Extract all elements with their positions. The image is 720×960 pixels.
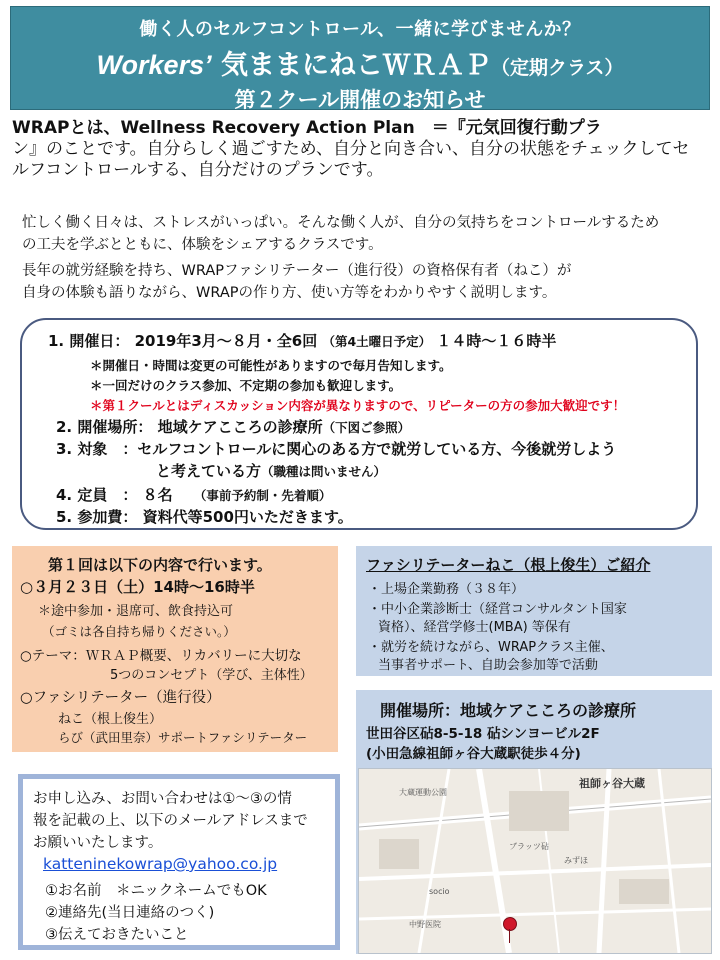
- info-note2: ＊一回だけのクラス参加、不定期の参加も歓迎します。: [90, 378, 402, 393]
- facilitator-line2: ・中小企業診断士（経営コンサルタント国家: [368, 602, 627, 617]
- para2-line2: 自身の体験も語りながら、WRAPの作り方、使い方等をわかりやすく説明します。: [22, 285, 557, 301]
- map-label-3: みずほ: [564, 856, 588, 865]
- map-label-1: 大蔵運動公園: [399, 788, 447, 797]
- contact-box: [18, 774, 340, 950]
- facilitator-line1: ・上場企業勤務（３８年）: [368, 582, 525, 597]
- first-session-note1: ＊途中参加・退席可、飲食持込可: [38, 604, 234, 619]
- header-subtitle: 第２クール開催のお知らせ: [234, 88, 486, 112]
- intro-line2: ン』のことです。自分らしく過ごすため、自分と向き合い、自分の状態をチェックしてセ: [12, 139, 690, 159]
- contact-line2: 報を記載の上、以下のメールアドレスまで: [33, 813, 308, 829]
- contact-item3: ③伝えておきたいこと: [45, 927, 189, 943]
- info-note1: ＊開催日・時間は変更の可能性がありますので毎月告知します。: [90, 358, 452, 373]
- info-item-capacity: [56, 484, 331, 505]
- description-para2: [22, 260, 712, 304]
- first-session-theme1: ○テーマ：ＷＲＡＰ概要、リカバリーに大切な: [20, 648, 302, 664]
- map-label-2: ブラッツ砧: [509, 842, 549, 851]
- contact-line3: お願いいたします。: [33, 835, 163, 851]
- info-note3: ＊第１クールとはディスカッション内容が異なりますので、リピーターの方の参加大歓迎です！: [90, 398, 626, 413]
- first-session-facilitator: ○ファシリテーター（進行役）: [20, 690, 221, 706]
- venue-panel: [356, 690, 712, 954]
- map-label-5: 中野医院: [409, 920, 441, 929]
- first-session-facilitator1: ねこ（根上俊生）: [58, 712, 163, 727]
- facilitator-line5: 当事者サポート、自助会参加等で活動: [378, 658, 598, 673]
- facilitator-line4: ・就労を続けながら、WRAPクラス主催、: [368, 640, 614, 655]
- info-item-target: 3. 対象 ：セルフコントロールに関心のある方で就労している方、今後就労しよう: [56, 440, 617, 458]
- info-target-note: （職種は問いません）: [261, 464, 387, 479]
- facilitator-title: ファシリテーターねこ（根上俊生）ご紹介: [366, 556, 651, 574]
- venue-access: (小田急線祖師ヶ谷大蔵駅徒歩４分): [366, 746, 581, 762]
- description-para1: [22, 212, 712, 256]
- para1-line2: の工夫を学ぶとともに、体験をシェアするクラスです。: [22, 237, 383, 253]
- facilitator-line3: 資格）、経営学修士(MBA) 等保有: [378, 620, 571, 635]
- contact-line1: お申し込み、お問い合わせは①～③の情: [33, 791, 292, 807]
- venue-title: 開催場所：地域ケアこころの診療所: [380, 701, 637, 720]
- intro-text: [12, 118, 712, 181]
- intro-line1: WRAPとは、Wellness Recovery Action Plan ＝『元気回復行動プラ: [12, 118, 602, 138]
- first-session-note2: （ゴミは各自持ち帰りください。）: [42, 624, 236, 639]
- info-item-target-cont: [156, 460, 386, 481]
- intro-line3: ルフコントロールする、自分だけのプランです。: [12, 160, 384, 180]
- first-session-date: ○３月２３日（土）14時～16時半: [20, 578, 255, 596]
- map-label-4: socio: [429, 887, 450, 896]
- first-session-title: 第１回は以下の内容で行います。: [48, 556, 272, 574]
- venue-map[interactable]: [358, 768, 712, 954]
- contact-item2: ②連絡先(当日連絡のつく): [45, 905, 215, 921]
- info-date-note: （第4土曜日予定）: [322, 334, 432, 349]
- event-info-box: [20, 318, 698, 530]
- venue-address: 世田谷区砧8-5-18 砧シンヨービル2F: [366, 726, 600, 742]
- contact-email-link[interactable]: katteninekowrap@yahoo.co.jp: [43, 855, 278, 873]
- info-venue-text: 2. 開催場所： 地域ケアこころの診療所: [56, 418, 323, 436]
- para2-line1: 長年の就労経験を持ち、WRAPファシリテーター（進行役）の資格保有者（ねこ）が: [22, 263, 572, 279]
- info-capacity-note: （事前予約制・先着順）: [193, 488, 332, 503]
- para1-line1: 忙しく働く日々は、ストレスがいっぱい。そんな働く人が、自分の気持ちをコントロールするため: [22, 215, 660, 231]
- info-capacity-text: 4. 定員 ： ８名: [56, 486, 173, 504]
- info-target-cont-text: と考えている方: [156, 462, 262, 480]
- header-title-en: Workers’: [96, 50, 212, 80]
- info-item-fee: 5. 参加費： 資料代等500円いただきます。: [56, 508, 353, 526]
- info-item-date: [48, 330, 556, 351]
- map-pin-icon[interactable]: [503, 917, 517, 931]
- header-title: [11, 43, 709, 82]
- info-date-time: １４時～１６時半: [436, 332, 557, 350]
- header-title-small: （定期クラス）: [491, 57, 624, 79]
- header-title-jp: 気ままにねこＷＲＡＰ: [211, 50, 492, 81]
- info-item-venue: [56, 416, 410, 437]
- first-session-facilitator2: らび（武田里奈）サポートファシリテーター: [58, 730, 308, 745]
- facilitator-intro-panel: [356, 546, 712, 676]
- map-pin-stem: [509, 929, 510, 943]
- info-venue-note: （下図ご参照）: [322, 420, 411, 435]
- first-session-panel: [12, 546, 338, 752]
- header-banner: [10, 6, 710, 110]
- info-date-text: 1. 開催日： 2019年3月～８月・全6回: [48, 332, 318, 350]
- contact-item1: ①お名前 ＊ニックネームでもOK: [45, 883, 267, 899]
- first-session-theme2: 5つのコンセプト（学び、主体性）: [110, 668, 313, 683]
- map-station-label: 祖師ヶ谷大蔵: [579, 777, 645, 790]
- header-tagline: 働く人のセルフコントロール、一緒に学びませんか？: [139, 19, 581, 40]
